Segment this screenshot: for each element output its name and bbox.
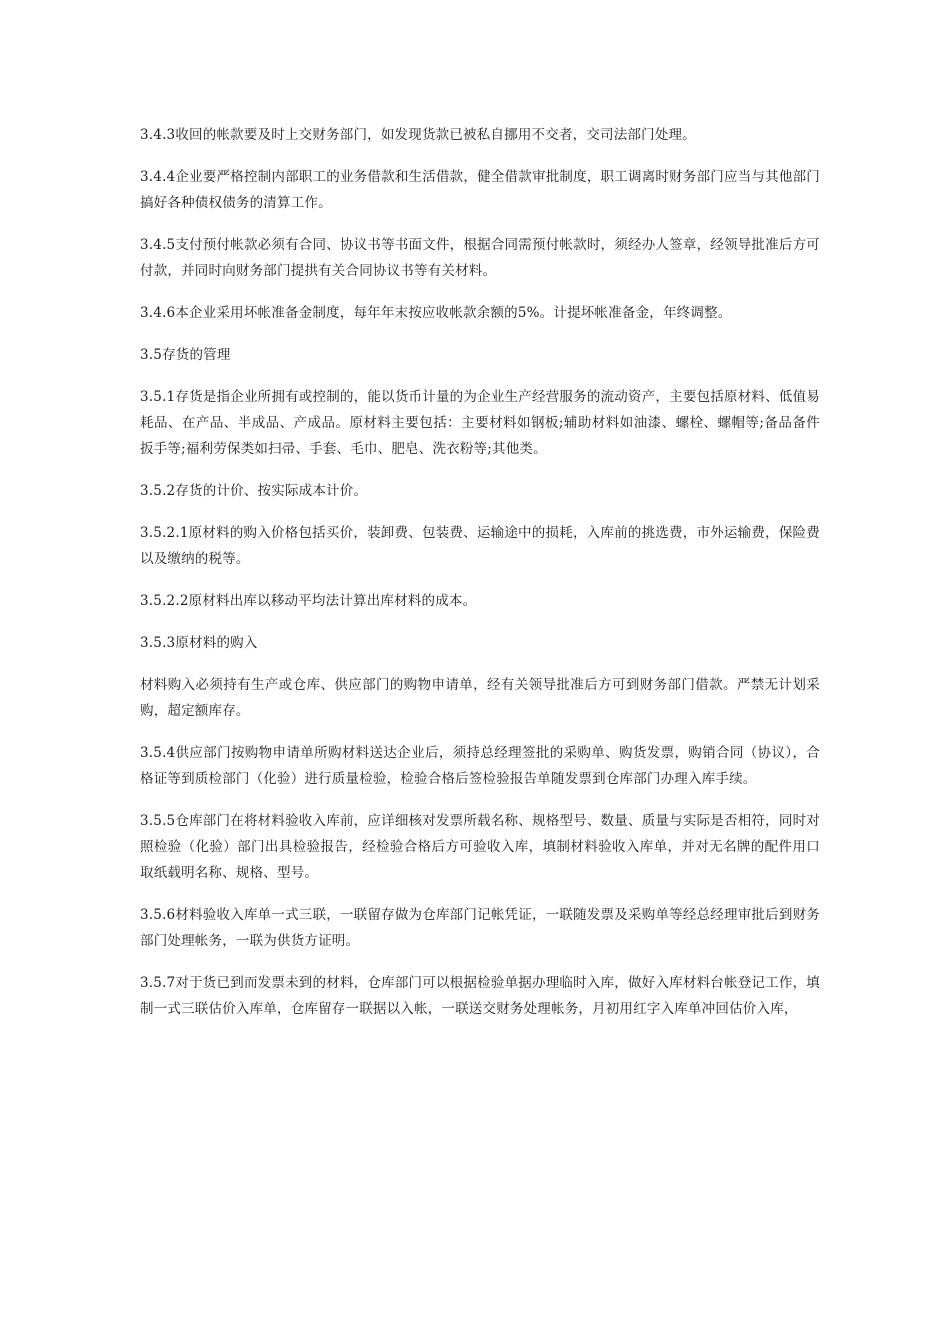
paragraph-material-purchase: 材料购入必须持有生产或仓库、供应部门的购物申请单，经有关领导批准后方可到财务部门借款。严禁无计划采购，超定额库存。 [140,677,820,719]
paragraph-3-4-6: 3.4.6本企业采用坏帐准备金制度，每年年末按应收帐款余额的5%。计提坏帐准备金，年终调整。 [140,305,732,321]
section-heading-3-5: 3.5存货的管理 [140,347,231,363]
paragraph-3-5-5: 3.5.5仓库部门在将材料验收入库前，应详细核对发票所载名称、规格型号、数量、质量与实际是否相符，同时对照检验（化验）部门出具检验报告，经检验合格后方可验收入库，填制材料验收入库单，并对无名牌的配件用口取纸载明名称、规格、型号。 [140,813,820,881]
paragraph-3-4-5: 3.4.5支付预付帐款必须有合同、协议书等书面文件，根据合同需预付帐款时，须经办人签章，经领导批准后方可付款，并同时向财务部门提拱有关合同协议书等有关材料。 [140,237,820,279]
paragraph-3-4-3: 3.4.3收回的帐款要及时上交财务部门，如发现货款已被私自挪用不交者，交司法部门处理。 [140,127,696,143]
paragraph-3-5-7: 3.5.7对于货已到而发票未到的材料，仓库部门可以根据检验单据办理临时入库，做好入库材料台帐登记工作，填制一式三联估价入库单，仓库留存一联据以入帐，一联送交财务处理帐务，月初用红字入库单冲回估价入库， [140,975,820,1017]
section-heading-3-5-3: 3.5.3原材料的购入 [140,635,258,651]
paragraph-3-5-4: 3.5.4供应部门按购物申请单所购材料送达企业后，须持总经理签批的采购单、购货发票，购销合同（协议），合格证等到质检部门（化验）进行质量检验，检验合格后签检验报告单随发票到仓库部门办理入库手续。 [140,745,820,787]
paragraph-3-5-6: 3.5.6材料验收入库单一式三联，一联留存做为仓库部门记帐凭证，一联随发票及采购单等经总经理审批后到财务部门处理帐务，一联为供货方证明。 [140,907,820,949]
paragraph-3-5-2-1: 3.5.2.1原材料的购入价格包括买价，装卸费、包装费、运输途中的损耗，入库前的挑选费，市外运输费，保险费以及缴纳的税等。 [140,525,820,567]
paragraph-3-5-2-2: 3.5.2.2原材料出库以移动平均法计算出库材料的成本。 [140,593,477,609]
paragraph-3-4-4: 3.4.4企业要严格控制内部职工的业务借款和生活借款，健全借款审批制度，职工调离时财务部门应当与其他部门搞好各种债权债务的清算工作。 [140,169,820,211]
paragraph-3-5-1: 3.5.1存货是指企业所拥有或控制的，能以货币计量的为企业生产经营服务的流动资产，主要包括原材料、低值易耗品、在产品、半成品、产成品。原材料主要包括：主要材料如钢板;辅助材料如油漆、螺栓、螺帽等;备品备件扳手等;福利劳保类如扫帚、手套、毛巾、肥皂、洗衣粉等;其他类。 [140,389,820,457]
paragraph-3-5-2: 3.5.2存货的计价、按实际成本计价。 [140,483,368,499]
document-page [140,122,820,1038]
